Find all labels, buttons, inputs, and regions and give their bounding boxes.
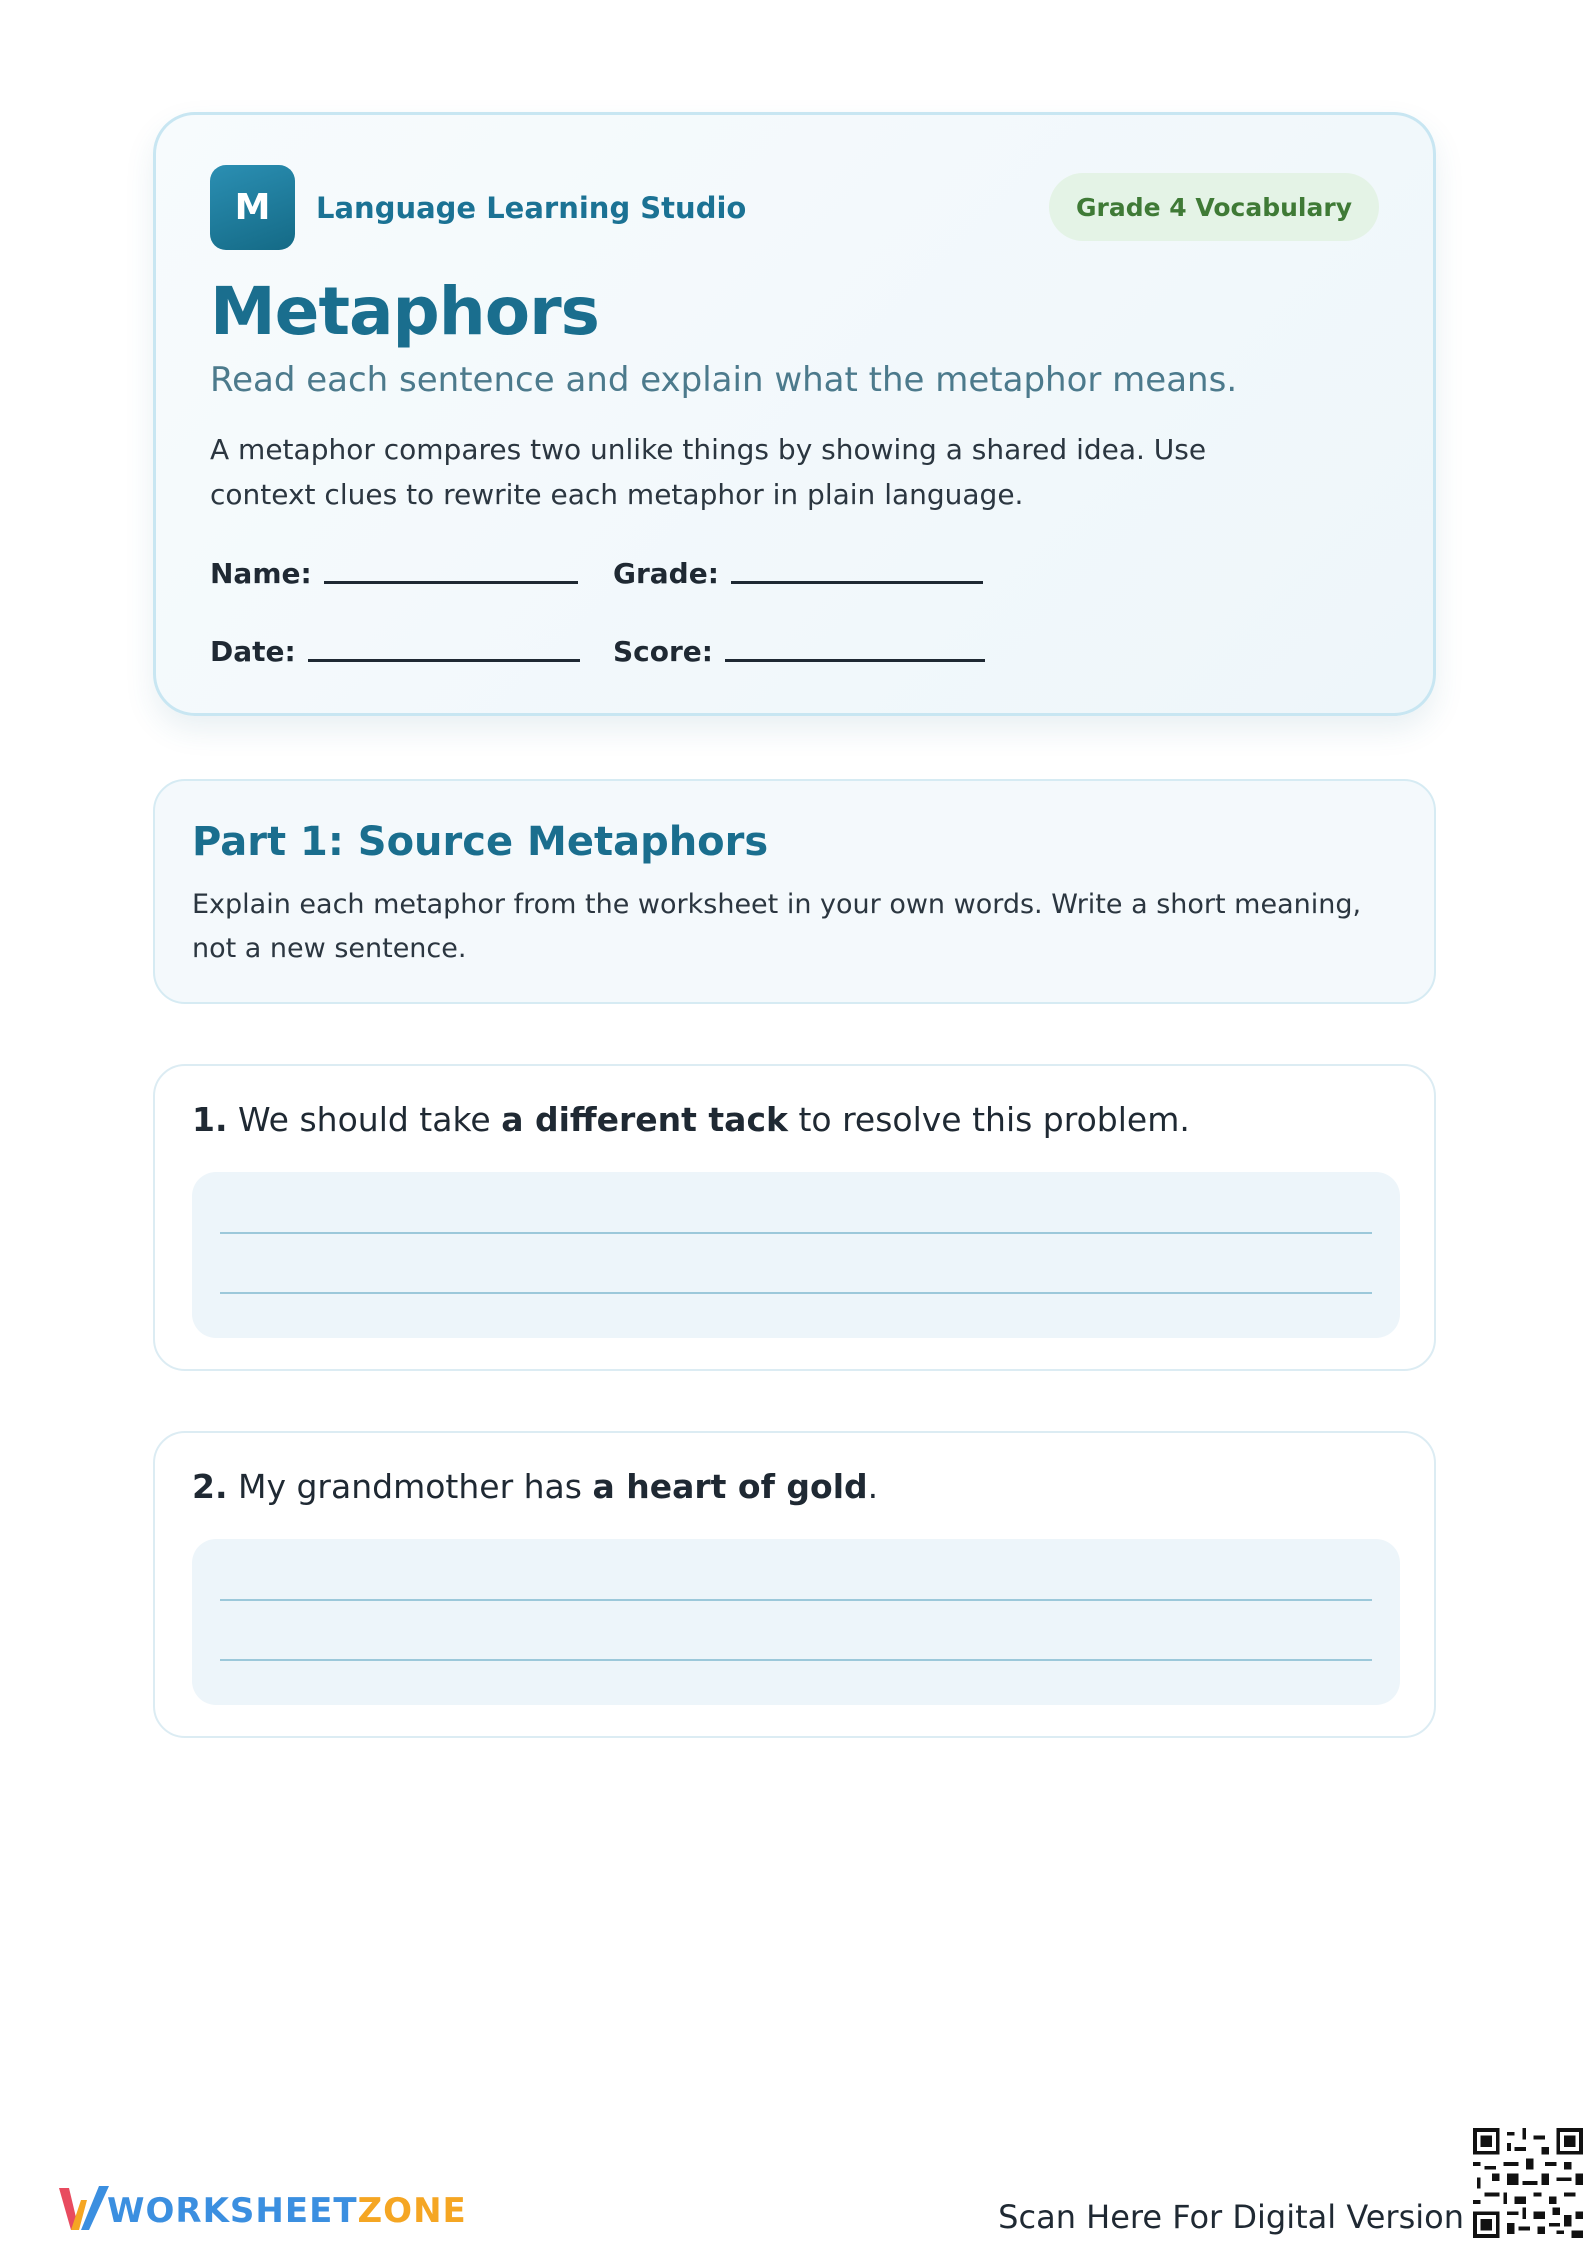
- brand-part-1: WORKSHEET: [107, 2191, 358, 2231]
- question-text: [192, 1467, 878, 1506]
- grade-field: [613, 557, 983, 590]
- name-field: [210, 557, 578, 590]
- part1-description: Explain each metaphor from the worksheet in your own words. Write a short meaning, not a new sentence.: [192, 889, 1362, 964]
- question-text-after: .: [867, 1467, 879, 1506]
- score-label: Score:: [613, 635, 713, 668]
- date-input-line[interactable]: [308, 659, 580, 662]
- grade-badge: Grade 4 Vocabulary: [1049, 173, 1379, 241]
- answer-line: [220, 1232, 1372, 1234]
- answer-area[interactable]: [192, 1539, 1400, 1705]
- question-text-before: My grandmother has: [227, 1467, 593, 1506]
- question-text-after: to resolve this problem.: [787, 1100, 1190, 1139]
- date-label: Date:: [210, 635, 296, 668]
- worksheet-title: Metaphors: [210, 273, 599, 350]
- answer-line: [220, 1659, 1372, 1661]
- worksheet-header-card: [153, 112, 1436, 716]
- score-input-line[interactable]: [725, 659, 985, 662]
- answer-area[interactable]: [192, 1172, 1400, 1338]
- name-input-line[interactable]: [324, 581, 578, 584]
- question-metaphor: a heart of gold: [592, 1467, 868, 1506]
- worksheet-intro: A metaphor compares two unlike things by showing a shared idea. Use context clues to rewrite each metaphor in plain language.: [210, 433, 1207, 511]
- question-text: [192, 1100, 1190, 1139]
- scan-prompt: Scan Here For Digital Version: [998, 2198, 1464, 2236]
- score-field: [613, 635, 985, 668]
- part1-title: Part 1: Source Metaphors: [192, 819, 769, 865]
- question-metaphor: a different tack: [501, 1100, 788, 1139]
- question-text-before: We should take: [227, 1100, 502, 1139]
- question-number: 2.: [192, 1467, 228, 1506]
- brand-part-2: ZONE: [357, 2191, 467, 2231]
- worksheet-subtitle: Read each sentence and explain what the metaphor means.: [210, 360, 1238, 400]
- date-field: [210, 635, 580, 668]
- question-card: [153, 1064, 1436, 1371]
- name-label: Name:: [210, 557, 312, 590]
- grade-label: Grade:: [613, 557, 719, 590]
- answer-line: [220, 1292, 1372, 1294]
- studio-logo: M: [210, 165, 295, 250]
- question-card: [153, 1431, 1436, 1738]
- answer-line: [220, 1599, 1372, 1601]
- grade-input-line[interactable]: [731, 581, 983, 584]
- question-number: 1.: [192, 1100, 228, 1139]
- part1-section: [153, 779, 1436, 1004]
- studio-name: Language Learning Studio: [316, 191, 747, 225]
- qr-code-icon[interactable]: [1473, 2128, 1583, 2238]
- worksheetzone-brand[interactable]: [107, 2191, 467, 2231]
